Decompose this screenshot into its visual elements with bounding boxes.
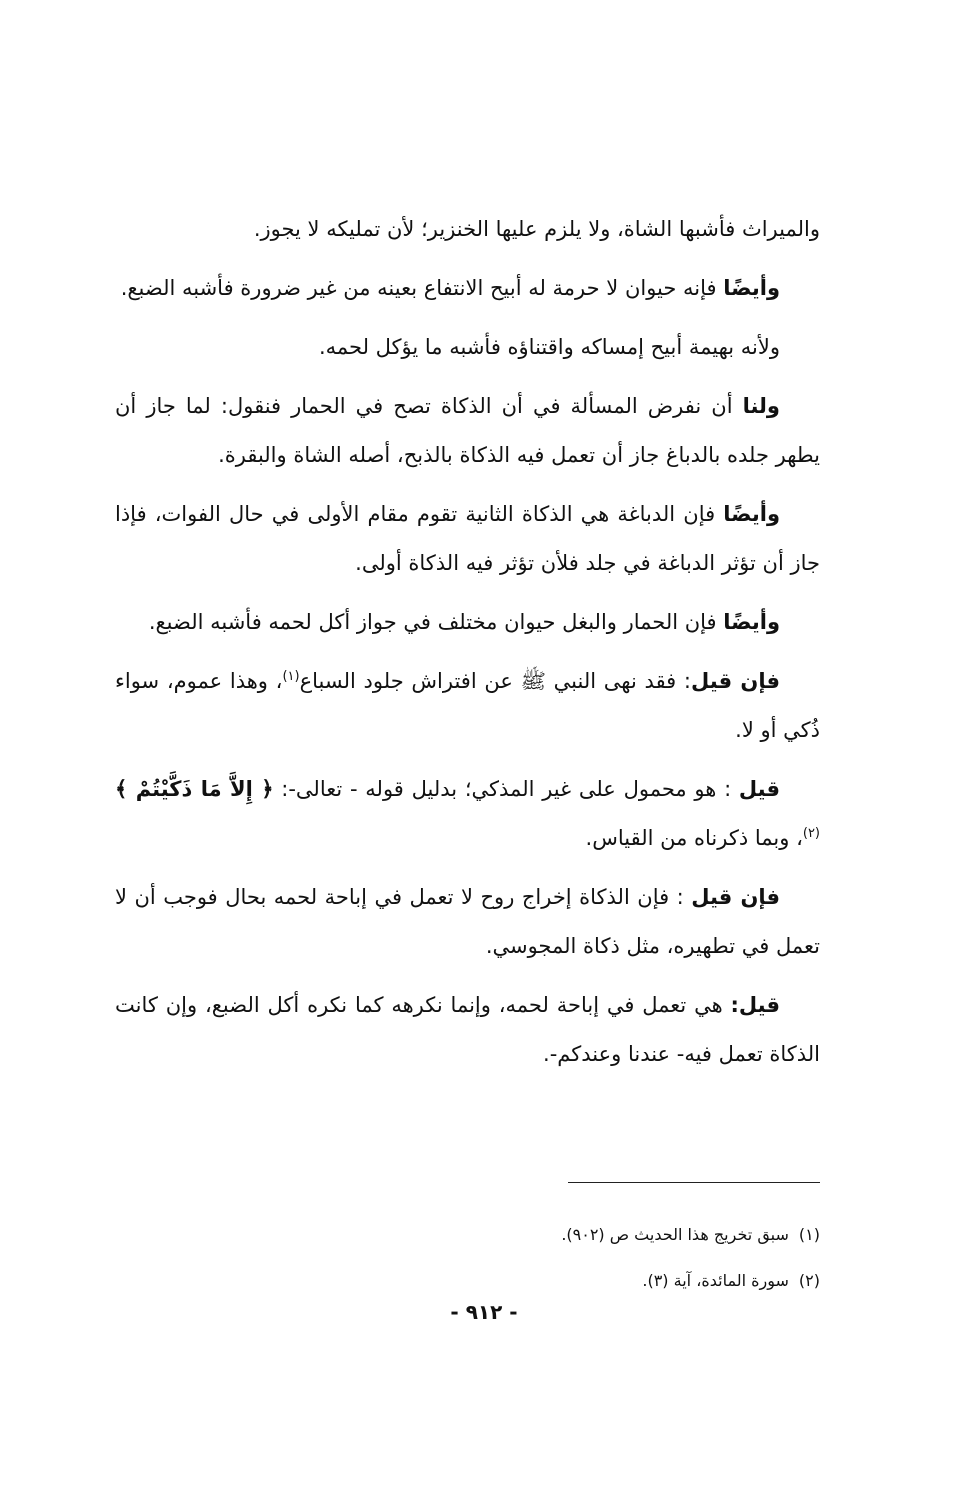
paragraph-lead: قيل: xyxy=(730,993,780,1017)
paragraph-3 xyxy=(115,323,820,372)
paragraph-text: : فإن الذكاة إخراج روح لا تعمل في إباحة لحمه بحال فوجب أن لا تعمل في تطهيره، مثل ذكاة المجوسي. xyxy=(115,885,820,958)
paragraph-lead: وأيضًا xyxy=(723,502,780,526)
footnote-number: (١) xyxy=(798,1225,820,1244)
paragraph-2 xyxy=(115,264,820,313)
main-text xyxy=(115,205,820,1089)
footnotes xyxy=(300,1212,820,1304)
footnote-1 xyxy=(300,1212,820,1258)
footnote-text: سورة المائدة، آية (٣). xyxy=(642,1271,789,1290)
paragraph-text: والميراث فأشبها الشاة، ولا يلزم عليها الخنزير؛ لأن تمليكه لا يجوز. xyxy=(253,217,820,241)
paragraph-9 xyxy=(115,873,820,971)
paragraph-text-cont: ، وبما ذكرناه من القياس. xyxy=(585,826,803,850)
paragraph-text: أن نفرض المسألة في أن الذكاة تصح في الحمار فنقول: لما جاز أن يطهر جلده بالدباغ جاز أن تعمل فيه الذكاة بالذبح، أصله الشاة والبقرة. xyxy=(115,394,820,467)
paragraph-7 xyxy=(115,657,820,755)
paragraph-4 xyxy=(115,382,820,480)
footnote-ref-2[interactable]: (٢) xyxy=(802,826,820,841)
quran-verse: ﴿ إِلاَّ مَا ذَكَّيْتُمْ ﴾ xyxy=(115,777,274,801)
footnote-2 xyxy=(300,1258,820,1304)
footnote-divider xyxy=(568,1182,820,1183)
paragraph-lead: وأيضًا xyxy=(723,610,780,634)
paragraph-lead: وأيضًا xyxy=(723,276,780,300)
paragraph-1 xyxy=(115,205,820,254)
paragraph-lead: فإن قيل xyxy=(691,669,780,693)
paragraph-lead: فإن قيل xyxy=(691,885,780,909)
paragraph-text: هي تعمل في إباحة لحمه، وإنما نكرهه كما نكره أكل الضبع، وإن كانت الذكاة تعمل فيه- عندنا وعندكم-. xyxy=(115,993,820,1066)
paragraph-lead: قيل xyxy=(738,777,780,801)
paragraph-6 xyxy=(115,598,820,647)
paragraph-text: : فقد نهى النبي ﷺ عن افتراش جلود السباع xyxy=(299,669,692,693)
footnote-number: (٢) xyxy=(798,1271,820,1290)
paragraph-8 xyxy=(115,765,820,863)
paragraph-text: فإن الحمار والبغل حيوان مختلف في جواز أكل لحمه فأشبه الضبع. xyxy=(148,610,724,634)
paragraph-text-cont: ، وهذا عموم، سواء ذُكي أو لا. xyxy=(115,669,820,742)
page-number: - ٩١٢ - xyxy=(450,1300,518,1324)
paragraph-10 xyxy=(115,981,820,1079)
footnote-text: سبق تخريج هذا الحديث ص (٩٠٢). xyxy=(561,1225,789,1244)
paragraph-text: ولأنه بهيمة أبيح إمساكه واقتناؤه فأشبه ما يؤكل لحمه. xyxy=(318,335,780,359)
paragraph-text: : هو محمول على غير المذكي؛ بدليل قوله - تعالى-: xyxy=(273,777,739,801)
paragraph-text: فإن الدباغة هي الذكاة الثانية تقوم مقام الأولى في حال الفوات، فإذا جاز أن تؤثر الدباغة في جلد فلأن تؤثر فيه الذكاة أولى. xyxy=(115,502,820,575)
paragraph-text: فإنه حيوان لا حرمة له أبيح الانتفاع بعينه من غير ضرورة فأشبه الضبع. xyxy=(120,276,724,300)
paragraph-lead: ولنا xyxy=(742,394,780,418)
footnote-ref-1[interactable]: (١) xyxy=(282,669,300,684)
paragraph-5 xyxy=(115,490,820,588)
